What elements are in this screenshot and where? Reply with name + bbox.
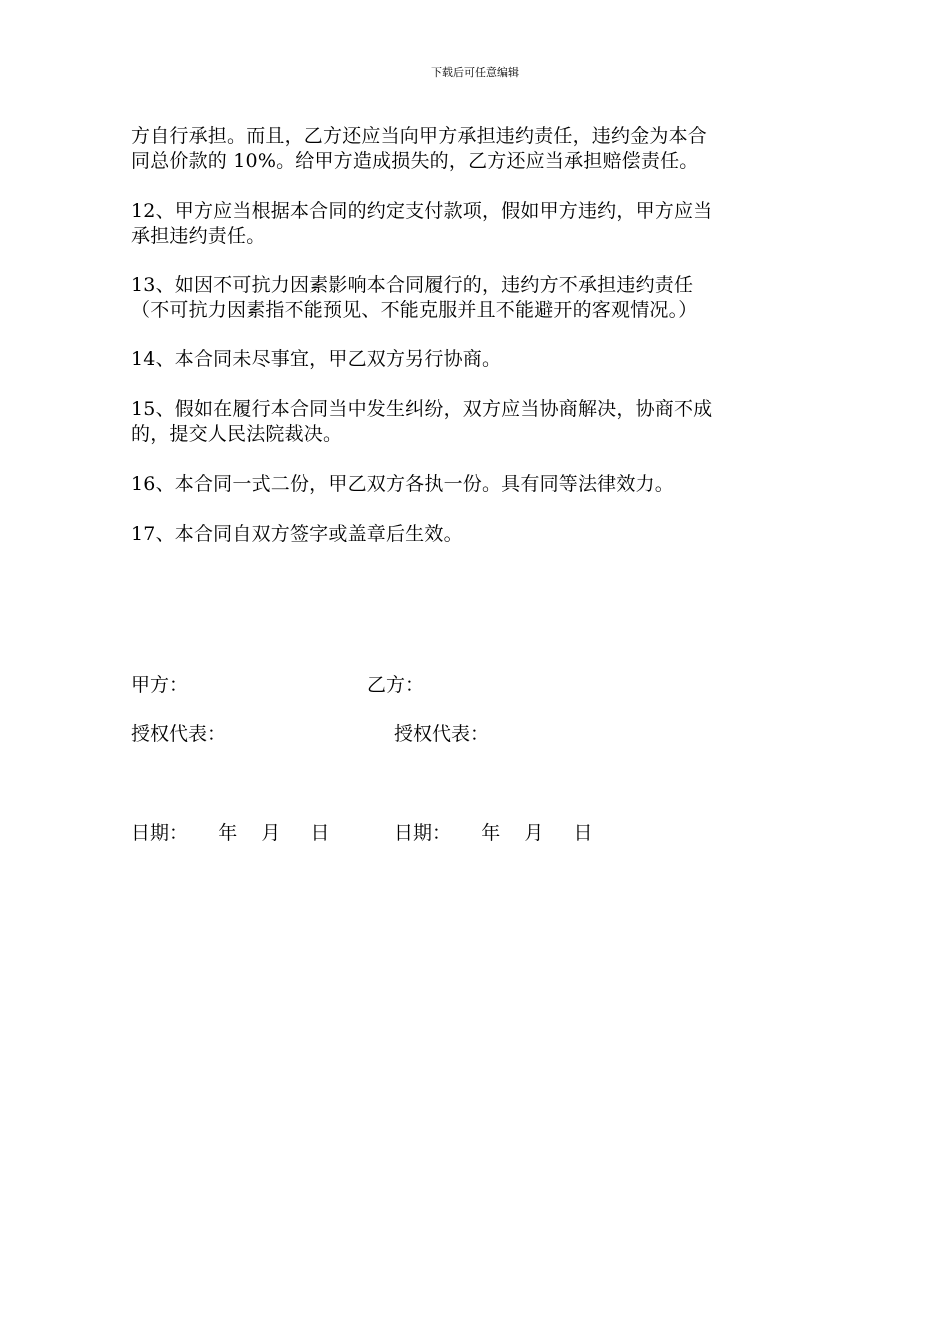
rep-b-label: 授权代表： bbox=[394, 723, 490, 745]
clause-17 bbox=[131, 522, 821, 547]
clause-13 bbox=[131, 273, 821, 323]
clause-16 bbox=[131, 472, 821, 497]
party-a-label: 甲方： bbox=[131, 674, 189, 696]
clause-continuation bbox=[131, 124, 821, 174]
clause-line: 16、本合同一式二份，甲乙双方各执一份。具有同等法律效力。 bbox=[131, 473, 674, 495]
clause-15 bbox=[131, 397, 821, 447]
party-b-label: 乙方： bbox=[367, 674, 425, 696]
clause-12 bbox=[131, 199, 821, 249]
clause-line: 17、本合同自双方签字或盖章后生效。 bbox=[131, 523, 463, 545]
clause-line: 14、本合同未尽事宜，甲乙双方另行协商。 bbox=[131, 348, 502, 370]
clause-14 bbox=[131, 347, 821, 372]
page-header: 下载后可任意编辑 bbox=[431, 66, 519, 79]
clause-line: 12、甲方应当根据本合同的约定支付款项，假如甲方违约，甲方应当 bbox=[131, 200, 713, 222]
clause-line: 的，提交人民法院裁决。 bbox=[131, 423, 343, 445]
date-b-label: 日期： 年 月 日 bbox=[394, 822, 593, 844]
clause-line: （不可抗力因素指不能预见、不能克服并且不能避开的客观情况。） bbox=[131, 299, 698, 321]
clause-line: 承担违约责任。 bbox=[131, 225, 266, 247]
clause-line: 13、如因不可抗力因素影响本合同履行的，违约方不承担违约责任 bbox=[131, 274, 694, 296]
date-a-label: 日期： 年 月 日 bbox=[131, 822, 330, 844]
clause-line: 方自行承担。而且，乙方还应当向甲方承担违约责任，违约金为本合 bbox=[131, 125, 708, 147]
clause-line: 同总价款的 10%。给甲方造成损失的，乙方还应当承担赔偿责任。 bbox=[131, 150, 699, 172]
clause-line: 15、假如在履行本合同当中发生纠纷，双方应当协商解决，协商不成 bbox=[131, 398, 713, 420]
rep-a-label: 授权代表： bbox=[131, 723, 227, 745]
